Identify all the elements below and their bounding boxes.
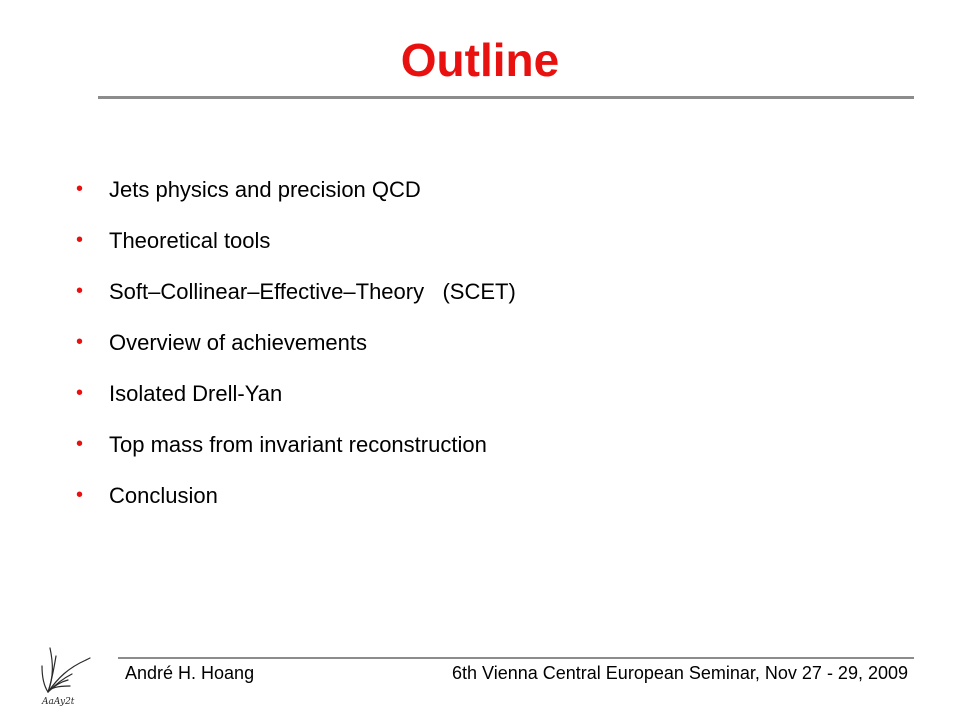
bullet-item: [76, 270, 516, 321]
bullet-item: [76, 321, 367, 372]
slide-title: Outline: [400, 34, 560, 86]
bullet-marker: •: [76, 433, 84, 455]
bullet-item: [76, 474, 218, 525]
bullet-marker: •: [76, 382, 84, 404]
bullet-marker: •: [76, 484, 84, 506]
bullet-item: [76, 219, 271, 270]
bullet-marker: •: [76, 178, 84, 200]
bullet-text: Conclusion: [109, 483, 218, 508]
bullet-marker: •: [76, 331, 84, 353]
jet-spray-logo-icon: [28, 642, 110, 708]
bullet-text: Theoretical tools: [109, 228, 271, 253]
footer-author: André H. Hoang: [125, 663, 255, 683]
bullet-item: [76, 168, 421, 219]
bullet-text: Soft–Collinear–Effective–Theory (SCET): [109, 279, 516, 304]
bullet-list: [76, 168, 516, 525]
svg-text:AaAy2t: AaAy2t: [42, 697, 75, 707]
title-divider: [98, 96, 914, 99]
bullet-text: Jets physics and precision QCD: [109, 177, 421, 202]
footer-event: 6th Vienna Central European Seminar, Nov 27 - 29, 2009: [452, 663, 908, 683]
bullet-item: [76, 423, 487, 474]
bullet-text: Overview of achievements: [109, 330, 367, 355]
bullet-marker: •: [76, 229, 84, 251]
bullet-marker: •: [76, 280, 84, 302]
bullet-item: [76, 372, 283, 423]
bullet-text: Isolated Drell-Yan: [109, 381, 283, 406]
footer-divider: [118, 657, 914, 659]
bullet-text: Top mass from invariant reconstruction: [109, 432, 487, 457]
